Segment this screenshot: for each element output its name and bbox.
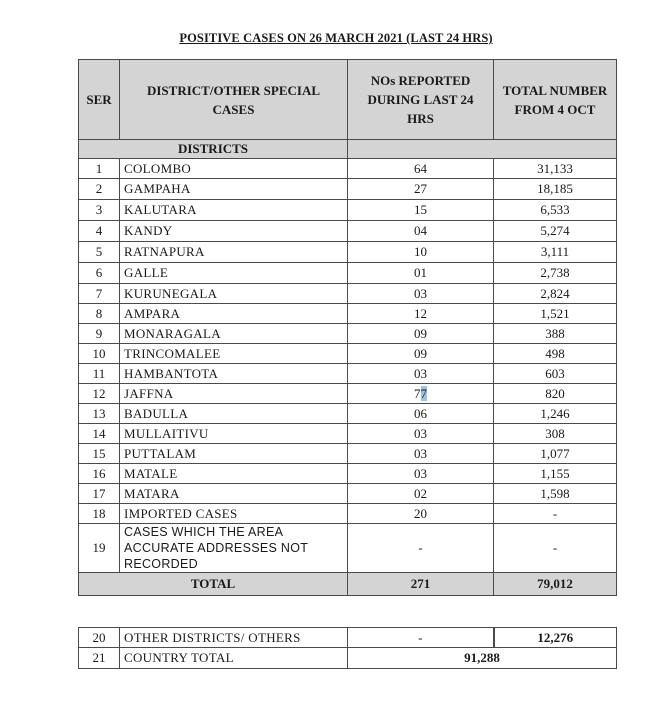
row-district: JAFFNA [120, 384, 348, 404]
row-total: 1,521 [494, 304, 617, 324]
row-ser: 2 [79, 179, 120, 200]
row-total: 308 [494, 424, 617, 444]
page-title: POSITIVE CASES ON 26 MARCH 2021 (LAST 24 HRS) [179, 31, 493, 45]
row-reported: - [348, 524, 494, 573]
row-total: - [494, 504, 617, 524]
row-district: TRINCOMALEE [120, 344, 348, 364]
row-ser: 21 [79, 648, 120, 669]
row-ser: 16 [79, 464, 120, 484]
row-ser: 10 [79, 344, 120, 364]
row-total: 6,533 [494, 200, 617, 221]
cases-table [78, 59, 617, 596]
table-row [79, 648, 617, 669]
row-district: MATALE [120, 464, 348, 484]
table-row [79, 221, 617, 242]
row-ser: 3 [79, 200, 120, 221]
table-row [79, 344, 617, 364]
row-reported: 06 [348, 404, 494, 424]
row-ser: 4 [79, 221, 120, 242]
row-district: HAMBANTOTA [120, 364, 348, 384]
row-reported: 64 [348, 159, 494, 179]
table-row [79, 242, 617, 263]
row-reported: 01 [348, 263, 494, 284]
row-district: MATARA [120, 484, 348, 504]
row-reported: 03 [348, 444, 494, 464]
row-ser: 15 [79, 444, 120, 464]
row-total: 1,077 [494, 444, 617, 464]
row-district-line: ACCURATE ADDRESSES NOT [124, 541, 309, 555]
table-row [79, 364, 617, 384]
row-district: BADULLA [120, 404, 348, 424]
total-label: TOTAL [79, 573, 348, 596]
row-total: 31,133 [494, 159, 617, 179]
row-total: 3,111 [494, 242, 617, 263]
row-ser: 1 [79, 159, 120, 179]
row-ser: 5 [79, 242, 120, 263]
row-total: 1,598 [494, 484, 617, 504]
row-reported: - [348, 628, 494, 648]
row-ser: 7 [79, 284, 120, 304]
row-reported [348, 384, 494, 404]
row-district: COUNTRY TOTAL [120, 648, 348, 669]
header-reported: NOs REPORTED DURING LAST 24 HRS [348, 60, 494, 140]
row-total: 1,246 [494, 404, 617, 424]
row-ser: 18 [79, 504, 120, 524]
row-ser: 20 [79, 628, 120, 648]
row-reported: 03 [348, 464, 494, 484]
table-row [79, 200, 617, 221]
row-reported: 03 [348, 284, 494, 304]
row-reported-digit: 7 [414, 385, 421, 401]
row-district: GAMPAHA [120, 179, 348, 200]
row-ser: 14 [79, 424, 120, 444]
row-ser: 9 [79, 324, 120, 344]
table-row [79, 159, 617, 179]
row-total: 820 [494, 384, 617, 404]
row-district: KALUTARA [120, 200, 348, 221]
row-district-line: CASES WHICH THE AREA [124, 525, 284, 539]
summary-table [78, 627, 617, 669]
table-row [79, 304, 617, 324]
total-number: 79,012 [494, 573, 617, 596]
row-reported: 03 [348, 424, 494, 444]
row-reported: 15 [348, 200, 494, 221]
row-reported: 10 [348, 242, 494, 263]
table-row [79, 424, 617, 444]
header-district: DISTRICT/OTHER SPECIAL CASES [120, 60, 348, 140]
row-reported: 09 [348, 344, 494, 364]
row-reported: 12 [348, 304, 494, 324]
row-district: RATNAPURA [120, 242, 348, 263]
row-ser: 19 [79, 524, 120, 573]
row-total: 2,738 [494, 263, 617, 284]
table-header-row [79, 60, 617, 140]
section-row [79, 140, 617, 159]
row-district: COLOMBO [120, 159, 348, 179]
row-total: 388 [494, 324, 617, 344]
selected-text-highlight: 7 [420, 385, 427, 401]
section-label: DISTRICTS [79, 140, 348, 159]
row-reported: 04 [348, 221, 494, 242]
row-total: 1,155 [494, 464, 617, 484]
table-row [79, 324, 617, 344]
row-district-line: RECORDED [124, 557, 198, 571]
row-district: IMPORTED CASES [120, 504, 348, 524]
row-district: MULLAITIVU [120, 424, 348, 444]
table-row [79, 284, 617, 304]
row-reported: 03 [348, 364, 494, 384]
row-ser: 12 [79, 384, 120, 404]
row-total: 603 [494, 364, 617, 384]
table-row [79, 504, 617, 524]
row-total: 12,276 [494, 628, 617, 648]
header-total: TOTAL NUMBER FROM 4 OCT [494, 60, 617, 140]
row-total: 2,824 [494, 284, 617, 304]
row-ser: 6 [79, 263, 120, 284]
row-reported: 02 [348, 484, 494, 504]
total-reported: 271 [348, 573, 494, 596]
table-row [79, 179, 617, 200]
row-reported: 27 [348, 179, 494, 200]
row-district: OTHER DISTRICTS/ OTHERS [120, 628, 348, 648]
row-reported: 20 [348, 504, 494, 524]
row-total: 498 [494, 344, 617, 364]
header-ser: SER [79, 60, 120, 140]
row-ser: 17 [79, 484, 120, 504]
total-row [79, 573, 617, 596]
row-ser: 8 [79, 304, 120, 324]
row-total: - [494, 524, 617, 573]
table-row [79, 263, 617, 284]
row-district: AMPARA [120, 304, 348, 324]
table-row [79, 444, 617, 464]
table-row [79, 384, 617, 404]
row-district: KURUNEGALA [120, 284, 348, 304]
row-district: MONARAGALA [120, 324, 348, 344]
row-ser: 11 [79, 364, 120, 384]
row-ser: 13 [79, 404, 120, 424]
row-district [120, 524, 348, 573]
table-row [79, 628, 617, 648]
section-spacer [348, 140, 617, 159]
table-row [79, 404, 617, 424]
table-row [79, 464, 617, 484]
country-total: 91,288 [348, 648, 617, 669]
row-district: KANDY [120, 221, 348, 242]
table-row [79, 484, 617, 504]
table-row [79, 524, 617, 573]
row-total: 18,185 [494, 179, 617, 200]
row-total: 5,274 [494, 221, 617, 242]
row-reported: 09 [348, 324, 494, 344]
row-district: GALLE [120, 263, 348, 284]
row-district: PUTTALAM [120, 444, 348, 464]
